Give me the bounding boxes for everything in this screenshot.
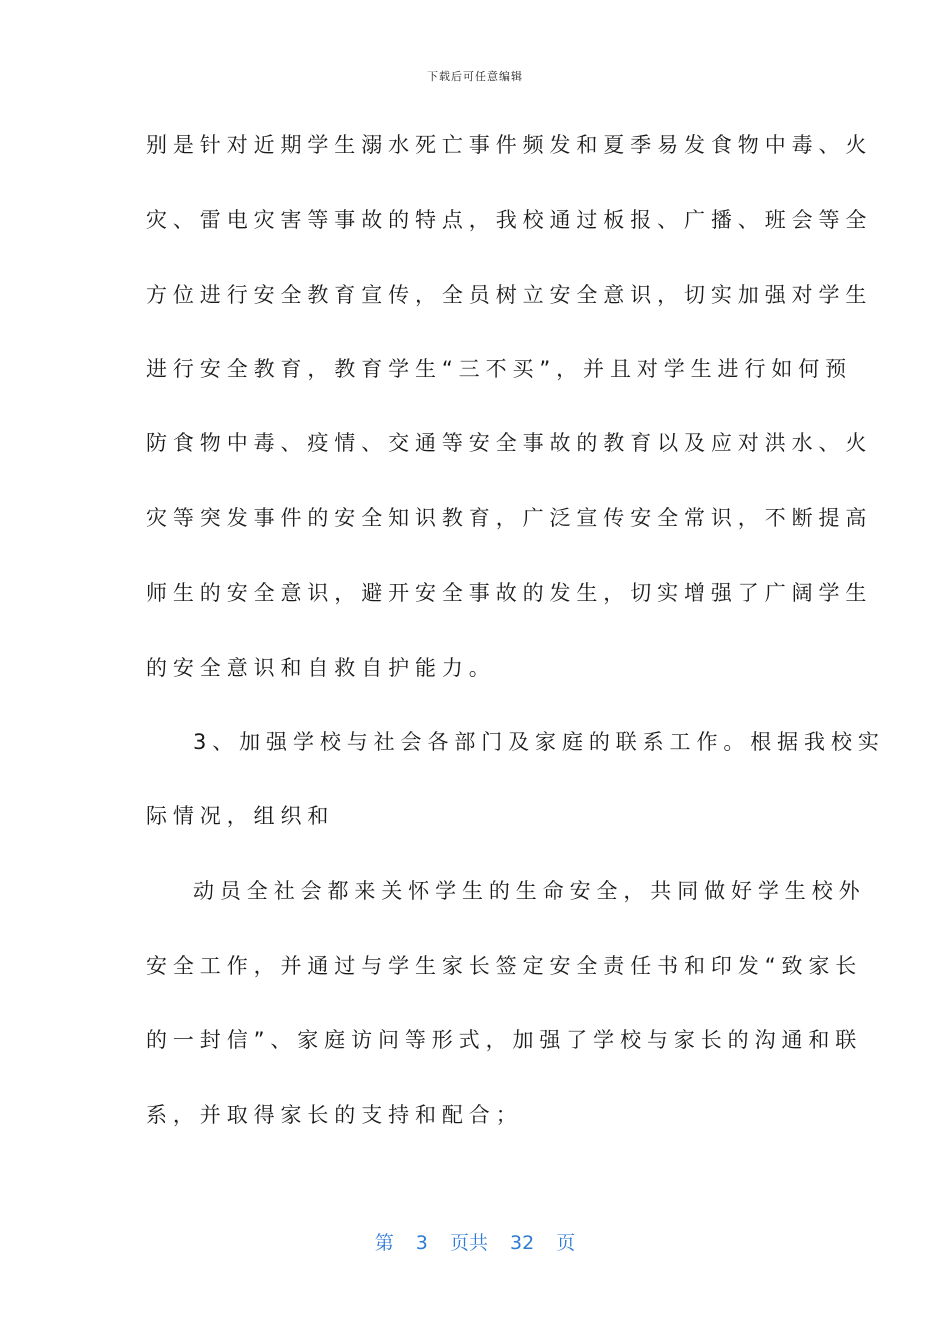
current-page-number: 3	[415, 1232, 428, 1254]
body-line-12: 安全工作，并通过与学生家长签定安全责任书和印发“致家长	[146, 954, 863, 978]
body-line-4: 进行安全教育，教育学生“三不买”，并且对学生进行如何预	[146, 357, 853, 381]
body-line-11: 动员全社会都来关怀学生的生命安全，共同做好学生校外	[193, 879, 866, 903]
body-line-8: 的安全意识和自救自护能力。	[146, 656, 496, 680]
body-line-1: 别是针对近期学生溺水死亡事件频发和夏季易发食物中毒、火	[146, 133, 873, 157]
body-line-14: 系，并取得家长的支持和配合；	[146, 1103, 523, 1127]
body-line-3: 方位进行安全教育宣传，全员树立安全意识，切实加强对学生	[146, 283, 873, 307]
footer-prefix: 第	[374, 1232, 394, 1254]
body-line-6: 灾等突发事件的安全知识教育，广泛宣传安全常识，不断提高	[146, 506, 873, 530]
footer-mid: 页共	[449, 1232, 488, 1254]
body-line-2: 灾、雷电灾害等事故的特点，我校通过板报、广播、班会等全	[146, 208, 873, 232]
body-line-13: 的一封信”、家庭访问等形式，加强了学校与家长的沟通和联	[146, 1028, 863, 1052]
total-pages-number: 32	[510, 1232, 535, 1254]
footer-suffix: 页	[556, 1232, 576, 1254]
page-header: 下载后可任意编辑	[427, 70, 523, 83]
body-line-10: 际情况，组织和	[146, 804, 335, 828]
body-line-7: 师生的安全意识，避开安全事故的发生，切实增强了广阔学生	[146, 581, 873, 605]
page-footer	[0, 1228, 950, 1255]
body-line-9: 3、加强学校与社会各部门及家庭的联系工作。根据我校实	[193, 730, 885, 754]
body-line-5: 防食物中毒、疫情、交通等安全事故的教育以及应对洪水、火	[146, 431, 873, 455]
